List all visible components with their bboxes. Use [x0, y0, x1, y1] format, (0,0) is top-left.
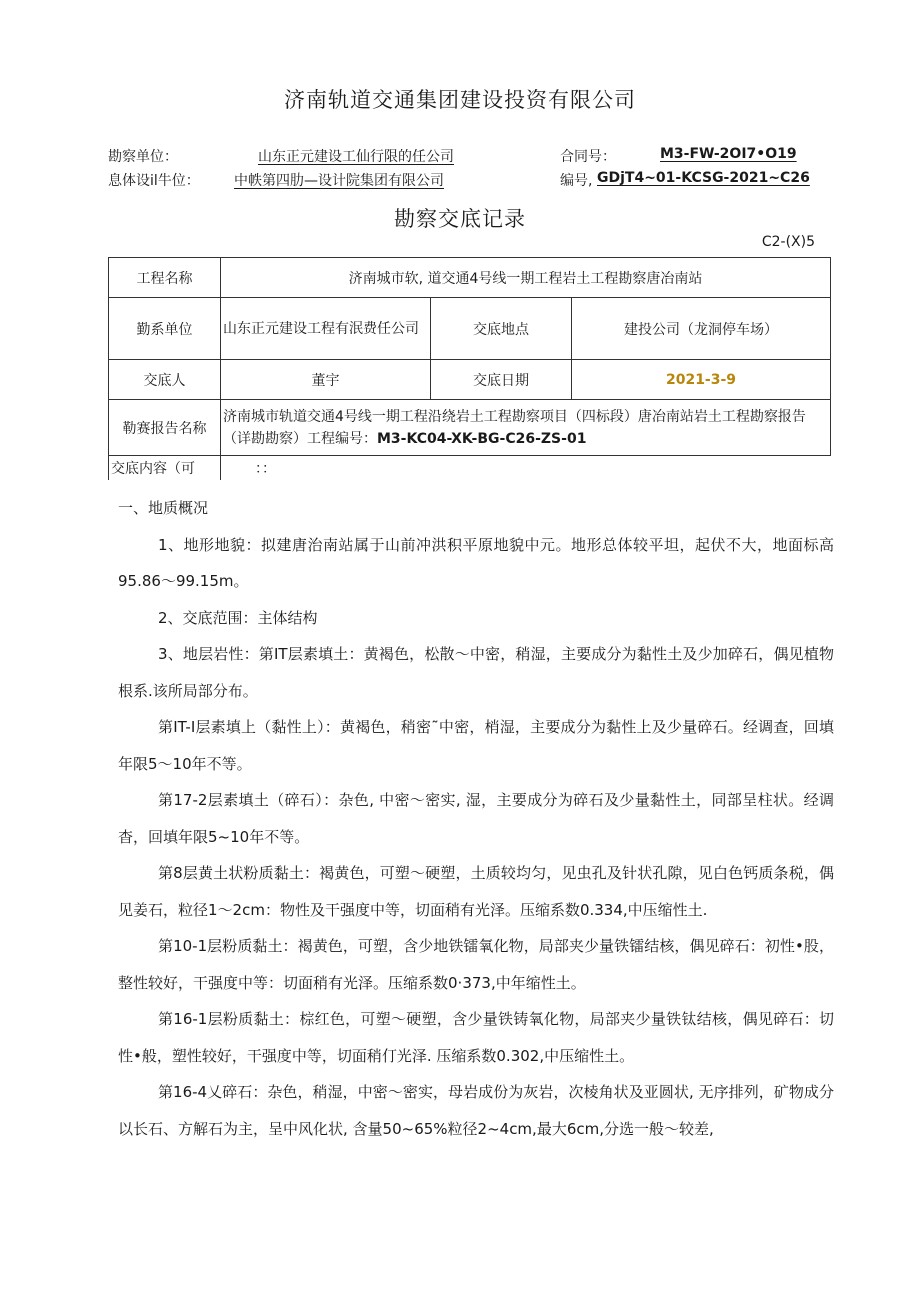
content-label: 交底内容（可	[109, 456, 221, 480]
contract-label: 合同号：	[560, 149, 616, 165]
para-terrain: 1、地形地貌：拟建唐治南站属于山前冲洪积平原地貌中元。地形总体较平坦，起伏不大，地面标高95.86〜99.15m。	[118, 535, 834, 590]
document-title: 勘察交底记录	[394, 207, 526, 231]
form-code: C2-(X)5	[761, 234, 815, 250]
report-code: M3-KC04-XK-BG-C26-ZS-01	[377, 430, 587, 447]
report-cell	[221, 400, 831, 456]
row-report	[109, 400, 831, 456]
para-strata-10-1: 第10-1层粉质黏土：褐黄色，可塑，含少地铁镭氧化物，局部夹少量铁镭结核，偶见碎石：初性•股，整性较好，干强度中等：切面稍有光泽。压缩系数0·373,中年缩性土。	[118, 937, 834, 992]
survey-unit-label: 勘察单位：	[108, 149, 178, 165]
para-strata-16-4: 第16-4乂碎石：杂色，稍湿，中密～密实，母岩成份为灰岩，次棱角状及亚圆状, 无序排列，矿物成分以长石、方解石为主，呈中风化状, 含量50~65%粒径2~4cm,最大6cm,分选一般～较差,	[118, 1083, 834, 1138]
para-strata-17-2: 第17-2层素填土（碎石）：杂色, 中密～密实, 湿，主要成分为碎石及少量黏性土，同部呈柱状。经调杳，回填年限5~10年不等。	[118, 791, 834, 846]
project-name-label: 工程名称	[109, 258, 221, 298]
row-survey-unit	[109, 298, 831, 360]
date-value: 2021-3-9	[572, 360, 831, 400]
survey-unit-value: 山东正元建设工仙行限的任公司	[258, 149, 454, 165]
para-scope: 2、交底范围：主体结构	[158, 608, 318, 627]
para-strata-1: 3、地层岩性：第IT层素填土：黄褐色，松散～中密，稍湿，主要成分为黏性土及少加碎石，偶见植物根系.该所局部分布。	[118, 645, 834, 700]
section-geology-title: 一、地质概况	[118, 499, 209, 517]
row-content	[109, 456, 831, 480]
number-label: 编号,	[560, 173, 593, 189]
location-value: 建投公司（龙洞停车场）	[572, 298, 831, 360]
para-strata-8: 第8层黄土状粉质黏土：褐黄色，可塑～硬塑，土质较均匀，见虫孔及针状孔隙，见白色钙质条税，偶见姜石，粒径1〜2cm：物性及干强度中等，切面稍有光泽。压缩系数0.334,中压缩性土.	[118, 864, 834, 919]
company-title: 济南轨道交通集团建设投资有限公司	[284, 88, 636, 112]
content-value: ：：	[221, 456, 831, 480]
person-label: 交底人	[109, 360, 221, 400]
survey-unit-cell-label: 勤系单位	[109, 298, 221, 360]
report-value: 济南城市轨道交通4号线一期工程沿绕岩土工程勘察项目（四标段）唐冶南站岩土工程勘察报告（详勘勘察）工程编号：	[223, 408, 806, 447]
geology-body	[118, 490, 834, 1147]
info-table	[108, 257, 831, 480]
survey-unit-cell-value: 山东正元建设工程有泯费任公司	[221, 298, 431, 360]
row-project-name	[109, 258, 831, 298]
para-strata-1-1: 第IT-I层素填上（黏性上）：黄褐色，稍密˜中密，梢湿，主要成分为黏性上及少量碎石。经调查，回填年限5〜10年不等。	[118, 718, 834, 773]
project-name-value: 济南城市软, 道交通4号线一期工程岩土工程勘察唐冶南站	[221, 258, 831, 298]
design-unit-label: 息体设il牛位：	[108, 173, 200, 189]
number-value: GDjT4~01-KCSG-2021~C26	[597, 170, 810, 186]
design-unit-value: 中帙第四肋—设计院集团有限公司	[234, 173, 444, 189]
contract-value: M3-FW-2OI7•O19	[660, 146, 797, 162]
date-label: 交底日期	[431, 360, 572, 400]
row-person-date	[109, 360, 831, 400]
report-label: 勒赛报告名称	[109, 400, 221, 456]
para-strata-16-1: 第16-1层粉质黏土：棕红色，可塑～硬塑，含少量铁铸氧化物，局部夹少量铁钛结核，偶见碎石：切性•般，塑性较好，干强度中等，切面稍仃光泽. 压缩系数0.302,中压缩性土。	[118, 1010, 834, 1065]
location-label: 交底地点	[431, 298, 572, 360]
person-value: 董宇	[221, 360, 431, 400]
